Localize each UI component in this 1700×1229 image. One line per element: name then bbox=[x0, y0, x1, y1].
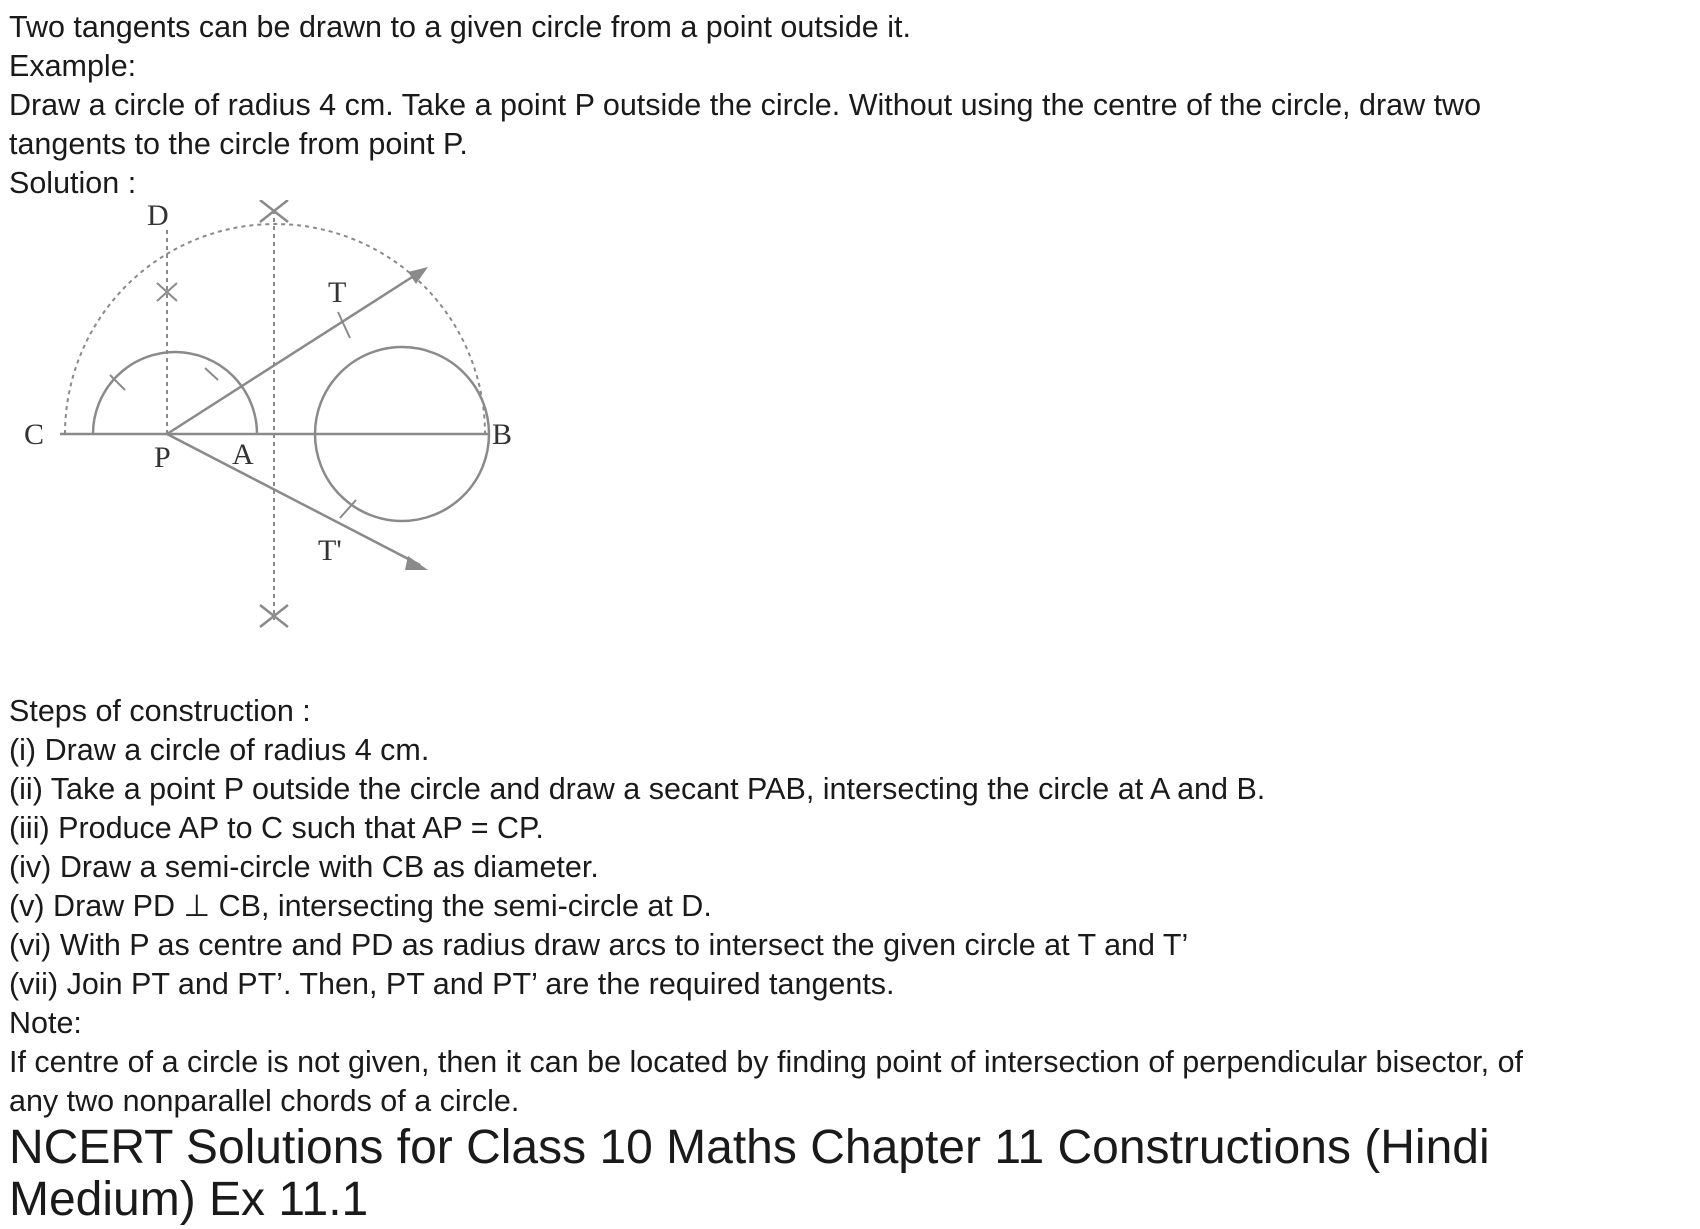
note-label: Note: bbox=[9, 1006, 82, 1040]
figure-background bbox=[10, 200, 540, 680]
footer-title-line-1: NCERT Solutions for Class 10 Maths Chapter 11 Constructions (Hindi bbox=[9, 1121, 1490, 1174]
step-item: (vi) With P as centre and PD as radius draw arcs to intersect the given circle at T and T’ bbox=[9, 928, 1189, 962]
note-line-2: any two nonparallel chords of a circle. bbox=[9, 1084, 520, 1118]
step-item: (iv) Draw a semi-circle with CB as diameter. bbox=[9, 850, 599, 884]
label-b: B bbox=[492, 418, 513, 451]
step-item: (v) Draw PD ⊥ CB, intersecting the semi-circle at D. bbox=[9, 889, 712, 923]
step-item: (iii) Produce AP to C such that AP = CP. bbox=[9, 811, 544, 845]
step-item: (ii) Take a point P outside the circle and draw a secant PAB, intersecting the circle at A and B. bbox=[9, 772, 1266, 806]
label-t-prime: T' bbox=[318, 534, 342, 567]
label-a: A bbox=[232, 438, 254, 471]
question-line-1: Draw a circle of radius 4 cm. Take a point P outside the circle. Without using the centre of the circle, draw two bbox=[9, 88, 1482, 122]
note-line-1: If centre of a circle is not given, then it can be located by finding point of intersection of perpendicular bisector, of bbox=[9, 1045, 1524, 1079]
label-d: D bbox=[147, 200, 169, 232]
steps-heading: Steps of construction : bbox=[9, 694, 311, 728]
example-label: Example: bbox=[9, 49, 137, 83]
label-p: P bbox=[154, 441, 171, 474]
footer-title-line-2: Medium) Ex 11.1 bbox=[9, 1173, 369, 1226]
tangent-construction-figure bbox=[10, 200, 550, 690]
step-item: (i) Draw a circle of radius 4 cm. bbox=[9, 733, 430, 767]
intro-statement: Two tangents can be drawn to a given circle from a point outside it. bbox=[9, 10, 911, 44]
label-c: C bbox=[24, 418, 45, 451]
construction-diagram-svg bbox=[10, 200, 550, 690]
step-item: (vii) Join PT and PT’. Then, PT and PT’ are the required tangents. bbox=[9, 967, 895, 1001]
label-t: T bbox=[328, 276, 347, 309]
question-line-2: tangents to the circle from point P. bbox=[9, 127, 468, 161]
solution-label: Solution : bbox=[9, 166, 137, 200]
